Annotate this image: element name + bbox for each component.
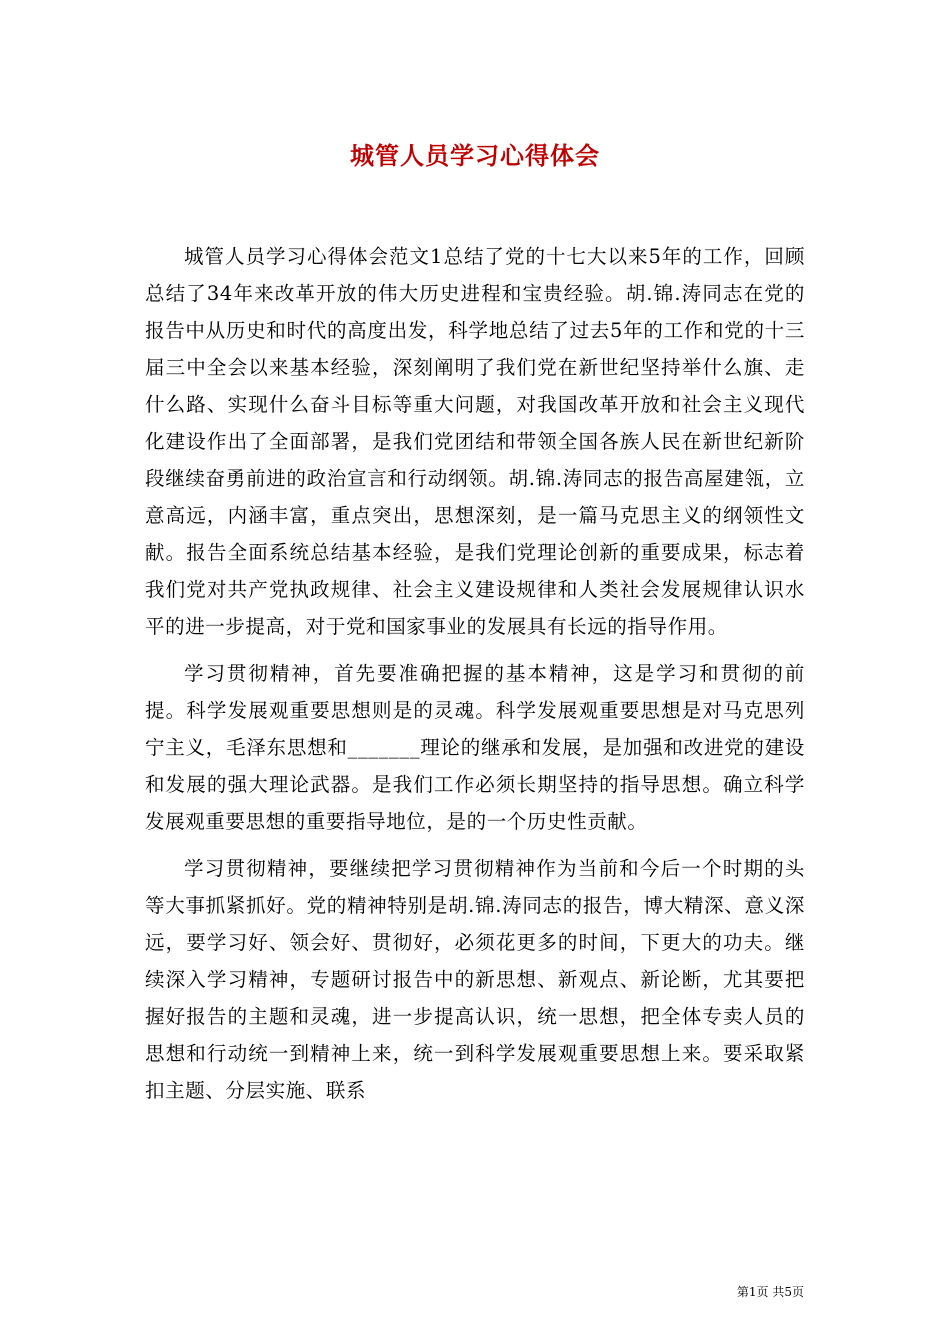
paragraph-3: 学习贯彻精神，要继续把学习贯彻精神作为当前和今后一个时期的头等大事抓紧抓好。党的精神特别是胡.锦.涛同志的报告，博大精深、意义深远，要学习好、领会好、贯彻好，必须花更多的时间，下更大的功夫。继续深入学习精神，专题研讨报告中的新思想、新观点、新论断，尤其要把握好报告的主题和灵魂，进一步提高认识，统一思想，把全体专卖人员的思想和行动统一到精神上来，统一到科学发展观重要思想上来。要采取紧扣主题、分层实施、联系 (145, 857, 805, 1102)
page-title: 城管人员学习心得体会 (350, 141, 600, 170)
document-body (145, 238, 805, 1109)
page-number: 第1页 共5页 (736, 1285, 804, 1299)
paragraph-1: 城管人员学习心得体会范文1总结了党的十七大以来5年的工作，回顾总结了34年来改革开放的伟大历史进程和宝贵经验。胡.锦.涛同志在党的报告中从历史和时代的高度出发，科学地总结了过去5年的工作和党的十三届三中全会以来基本经验，深刻阐明了我们党在新世纪坚持举什么旗、走什么路、实现什么奋斗目标等重大问题，对我国改革开放和社会主义现代化建设作出了全面部署，是我们党团结和带领全国各族人民在新世纪新阶段继续奋勇前进的政治宣言和行动纲领。胡.锦.涛同志的报告高屋建瓴，立意高远，内涵丰富，重点突出，思想深刻，是一篇马克思主义的纲领性文献。报告全面系统总结基本经验，是我们党理论创新的重要成果，标志着我们党对共产党执政规律、社会主义建设规律和人类社会发展规律认识水平的进一步提高，对于党和国家事业的发展具有长远的指导作用。 (145, 245, 805, 638)
paragraph-2: 学习贯彻精神，首先要准确把握的基本精神，这是学习和贯彻的前提。科学发展观重要思想则是的灵魂。科学发展观重要思想是对马克思列宁主义，毛泽东思想和_______理论的继承和发展，是加强和改进党的建设和发展的强大理论武器。是我们工作必须长期坚持的指导思想。确立科学发展观重要思想的重要指导地位，是的一个历史性贡献。 (145, 662, 805, 833)
